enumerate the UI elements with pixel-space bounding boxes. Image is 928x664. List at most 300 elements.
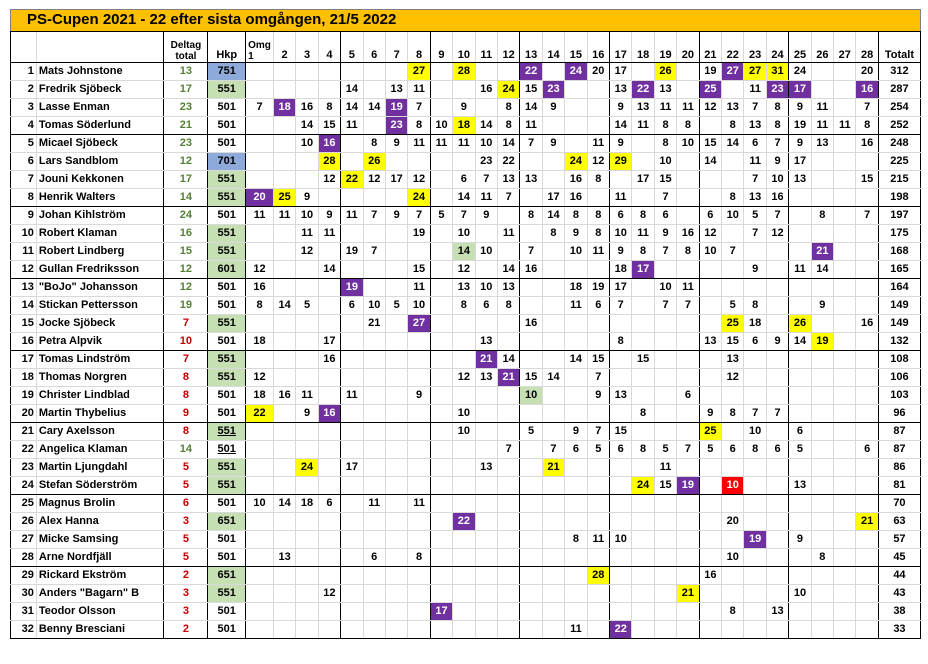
result-cell bbox=[677, 315, 699, 333]
result-cell: 13 bbox=[654, 81, 676, 99]
header-round-number: 28 bbox=[861, 49, 874, 61]
table-row bbox=[11, 63, 921, 81]
result-cell bbox=[385, 603, 407, 621]
header-round-5 bbox=[341, 32, 363, 63]
table-row bbox=[11, 225, 921, 243]
result-cell: 6 bbox=[453, 171, 475, 189]
result-cell: 24 bbox=[296, 459, 318, 477]
table-body bbox=[11, 63, 921, 639]
result-cell bbox=[632, 315, 654, 333]
result-cell: 8 bbox=[318, 99, 340, 117]
result-cell bbox=[789, 351, 811, 369]
result-cell bbox=[318, 477, 340, 495]
header-round-number: 26 bbox=[816, 49, 829, 61]
result-cell: 9 bbox=[318, 207, 340, 225]
result-cell bbox=[677, 459, 699, 477]
total-cell: 168 bbox=[878, 243, 920, 261]
player-name: Micael Sjöbeck bbox=[36, 135, 164, 153]
result-cell bbox=[341, 225, 363, 243]
result-cell: 13 bbox=[610, 387, 632, 405]
result-cell bbox=[430, 495, 452, 513]
result-cell bbox=[766, 243, 788, 261]
result-cell bbox=[766, 297, 788, 315]
result-cell: 7 bbox=[497, 441, 519, 459]
result-cell bbox=[273, 585, 295, 603]
result-cell: 12 bbox=[296, 243, 318, 261]
result-cell: 6 bbox=[610, 441, 632, 459]
result-cell: 11 bbox=[296, 387, 318, 405]
result-cell bbox=[497, 459, 519, 477]
result-cell bbox=[318, 279, 340, 297]
result-cell: 15 bbox=[654, 477, 676, 495]
player-name: Jocke Sjöbeck bbox=[36, 315, 164, 333]
result-cell bbox=[246, 477, 274, 495]
result-cell bbox=[834, 387, 856, 405]
result-cell bbox=[363, 531, 385, 549]
result-cell bbox=[475, 225, 497, 243]
hkp-cell: 501 bbox=[208, 531, 246, 549]
result-cell: 24 bbox=[408, 189, 430, 207]
result-cell bbox=[273, 459, 295, 477]
result-cell bbox=[654, 261, 676, 279]
result-cell bbox=[856, 423, 878, 441]
rank-cell: 10 bbox=[11, 225, 37, 243]
deltag-cell: 8 bbox=[164, 369, 208, 387]
result-cell bbox=[341, 441, 363, 459]
header-round-12 bbox=[497, 32, 519, 63]
result-cell bbox=[834, 405, 856, 423]
result-cell: 11 bbox=[520, 117, 542, 135]
result-cell bbox=[766, 279, 788, 297]
result-cell: 24 bbox=[632, 477, 654, 495]
result-cell bbox=[453, 459, 475, 477]
header-round-number: 27 bbox=[838, 49, 851, 61]
header-round-number: 15 bbox=[569, 49, 583, 61]
result-cell bbox=[408, 405, 430, 423]
result-cell bbox=[318, 243, 340, 261]
result-cell bbox=[520, 153, 542, 171]
hkp-cell: 551 bbox=[208, 189, 246, 207]
header-round-14 bbox=[542, 32, 564, 63]
result-cell bbox=[789, 567, 811, 585]
result-cell bbox=[587, 459, 609, 477]
deltag-cell: 17 bbox=[164, 81, 208, 99]
result-cell: 18 bbox=[246, 387, 274, 405]
result-cell bbox=[542, 405, 564, 423]
result-cell: 23 bbox=[766, 81, 788, 99]
result-cell: 8 bbox=[246, 297, 274, 315]
result-cell: 16 bbox=[856, 81, 878, 99]
result-cell bbox=[654, 387, 676, 405]
result-cell bbox=[766, 423, 788, 441]
header-round-number: 22 bbox=[726, 49, 739, 61]
result-cell bbox=[363, 225, 385, 243]
result-cell: 6 bbox=[722, 441, 744, 459]
result-cell bbox=[766, 495, 788, 513]
table-row bbox=[11, 405, 921, 423]
result-cell bbox=[789, 459, 811, 477]
result-cell bbox=[834, 63, 856, 81]
header-round-2 bbox=[273, 32, 295, 63]
result-cell bbox=[699, 459, 721, 477]
result-cell bbox=[520, 405, 542, 423]
result-cell bbox=[341, 351, 363, 369]
result-cell: 5 bbox=[430, 207, 452, 225]
result-cell: 7 bbox=[766, 207, 788, 225]
result-cell: 14 bbox=[542, 207, 564, 225]
result-cell bbox=[475, 477, 497, 495]
rank-cell: 2 bbox=[11, 81, 37, 99]
result-cell bbox=[246, 135, 274, 153]
result-cell: 11 bbox=[811, 99, 833, 117]
result-cell: 7 bbox=[677, 297, 699, 315]
result-cell bbox=[744, 477, 766, 495]
result-cell bbox=[475, 441, 497, 459]
result-cell bbox=[811, 225, 833, 243]
result-cell bbox=[856, 333, 878, 351]
result-cell bbox=[273, 63, 295, 81]
total-cell: 175 bbox=[878, 225, 920, 243]
result-cell bbox=[453, 549, 475, 567]
table-row bbox=[11, 279, 921, 297]
table-row bbox=[11, 189, 921, 207]
result-cell: 9 bbox=[296, 405, 318, 423]
result-cell bbox=[341, 261, 363, 279]
result-cell bbox=[766, 387, 788, 405]
result-cell: 16 bbox=[318, 351, 340, 369]
result-cell: 16 bbox=[520, 261, 542, 279]
result-cell: 8 bbox=[654, 117, 676, 135]
result-cell bbox=[542, 279, 564, 297]
result-cell bbox=[699, 117, 721, 135]
result-cell: 10 bbox=[475, 243, 497, 261]
result-cell bbox=[565, 315, 587, 333]
result-cell bbox=[834, 81, 856, 99]
result-cell bbox=[565, 333, 587, 351]
rank-cell: 14 bbox=[11, 297, 37, 315]
result-cell bbox=[453, 531, 475, 549]
result-cell: 18 bbox=[296, 495, 318, 513]
result-cell bbox=[834, 153, 856, 171]
deltag-cell: 23 bbox=[164, 135, 208, 153]
result-cell: 14 bbox=[565, 351, 587, 369]
table-row bbox=[11, 117, 921, 135]
result-cell: 12 bbox=[408, 171, 430, 189]
result-cell: 11 bbox=[632, 117, 654, 135]
result-cell bbox=[497, 207, 519, 225]
result-cell: 8 bbox=[587, 171, 609, 189]
result-cell bbox=[453, 387, 475, 405]
result-cell bbox=[811, 315, 833, 333]
hkp-cell: 501 bbox=[208, 207, 246, 225]
result-cell: 5 bbox=[744, 207, 766, 225]
result-cell bbox=[273, 225, 295, 243]
total-cell: 198 bbox=[878, 189, 920, 207]
result-cell bbox=[246, 621, 274, 639]
player-name: Gullan Fredriksson bbox=[36, 261, 164, 279]
result-cell bbox=[811, 189, 833, 207]
header-round-number: 4 bbox=[326, 49, 333, 61]
header-round-number: 6 bbox=[371, 49, 378, 61]
result-cell bbox=[565, 549, 587, 567]
table-row bbox=[11, 477, 921, 495]
result-cell bbox=[341, 585, 363, 603]
result-cell: 18 bbox=[453, 117, 475, 135]
player-name: Tomas Lindström bbox=[36, 351, 164, 369]
result-cell bbox=[318, 63, 340, 81]
result-cell bbox=[856, 261, 878, 279]
result-cell bbox=[677, 171, 699, 189]
result-cell bbox=[296, 549, 318, 567]
result-cell bbox=[385, 315, 407, 333]
header-round-6 bbox=[363, 32, 385, 63]
result-cell bbox=[677, 261, 699, 279]
result-cell bbox=[273, 243, 295, 261]
deltag-cell: 2 bbox=[164, 621, 208, 639]
result-cell bbox=[408, 369, 430, 387]
result-cell bbox=[296, 567, 318, 585]
result-cell bbox=[834, 495, 856, 513]
result-cell bbox=[722, 621, 744, 639]
result-cell: 13 bbox=[273, 549, 295, 567]
result-cell bbox=[677, 495, 699, 513]
result-cell bbox=[296, 153, 318, 171]
result-cell bbox=[363, 477, 385, 495]
rank-cell: 17 bbox=[11, 351, 37, 369]
result-cell bbox=[497, 603, 519, 621]
deltag-cell: 12 bbox=[164, 261, 208, 279]
result-cell bbox=[520, 189, 542, 207]
player-name: Stefan Söderström bbox=[36, 477, 164, 495]
header-round-24 bbox=[766, 32, 788, 63]
result-cell bbox=[744, 387, 766, 405]
result-cell: 22 bbox=[246, 405, 274, 423]
result-cell: 15 bbox=[408, 261, 430, 279]
result-cell bbox=[273, 171, 295, 189]
result-cell bbox=[408, 243, 430, 261]
result-cell: 9 bbox=[789, 135, 811, 153]
result-cell: 13 bbox=[811, 135, 833, 153]
deltag-cell: 10 bbox=[164, 333, 208, 351]
table-row bbox=[11, 153, 921, 171]
results-table bbox=[10, 31, 921, 639]
result-cell: 7 bbox=[587, 423, 609, 441]
result-cell bbox=[654, 423, 676, 441]
result-cell: 8 bbox=[722, 117, 744, 135]
result-cell bbox=[766, 351, 788, 369]
result-cell: 21 bbox=[542, 459, 564, 477]
result-cell bbox=[587, 117, 609, 135]
result-cell: 7 bbox=[744, 405, 766, 423]
total-cell: 248 bbox=[878, 135, 920, 153]
result-cell: 18 bbox=[246, 333, 274, 351]
result-cell bbox=[497, 315, 519, 333]
result-cell: 7 bbox=[542, 441, 564, 459]
result-cell bbox=[811, 603, 833, 621]
result-cell: 18 bbox=[273, 99, 295, 117]
result-cell: 14 bbox=[453, 189, 475, 207]
result-cell bbox=[497, 495, 519, 513]
header-round-25 bbox=[789, 32, 811, 63]
total-cell: 87 bbox=[878, 441, 920, 459]
result-cell bbox=[542, 603, 564, 621]
result-cell bbox=[766, 621, 788, 639]
result-cell bbox=[610, 405, 632, 423]
result-cell bbox=[632, 333, 654, 351]
header-round-number: 3 bbox=[303, 49, 311, 61]
result-cell bbox=[766, 585, 788, 603]
result-cell bbox=[453, 81, 475, 99]
page-title: PS-Cupen 2021 - 22 efter sista omgången, 21/5 2022 bbox=[27, 11, 397, 28]
result-cell bbox=[430, 423, 452, 441]
result-cell bbox=[632, 585, 654, 603]
result-cell: 7 bbox=[363, 207, 385, 225]
result-cell: 9 bbox=[542, 135, 564, 153]
result-cell bbox=[318, 81, 340, 99]
result-cell: 12 bbox=[587, 153, 609, 171]
result-cell: 19 bbox=[385, 99, 407, 117]
hkp-cell: 751 bbox=[208, 63, 246, 81]
result-cell bbox=[363, 405, 385, 423]
result-cell bbox=[654, 513, 676, 531]
result-cell bbox=[699, 297, 721, 315]
result-cell: 19 bbox=[744, 531, 766, 549]
result-cell: 7 bbox=[744, 99, 766, 117]
result-cell: 12 bbox=[246, 261, 274, 279]
hkp-cell: 501 bbox=[208, 135, 246, 153]
result-cell bbox=[453, 477, 475, 495]
result-cell: 13 bbox=[744, 189, 766, 207]
result-cell bbox=[766, 477, 788, 495]
result-cell bbox=[834, 261, 856, 279]
table-row bbox=[11, 243, 921, 261]
result-cell bbox=[385, 495, 407, 513]
header-round-11 bbox=[475, 32, 497, 63]
header-round-19 bbox=[654, 32, 676, 63]
result-cell: 5 bbox=[654, 441, 676, 459]
player-name: Alex Hanna bbox=[36, 513, 164, 531]
result-cell: 17 bbox=[632, 171, 654, 189]
result-cell bbox=[246, 315, 274, 333]
result-cell: 16 bbox=[565, 189, 587, 207]
result-cell bbox=[385, 513, 407, 531]
result-cell bbox=[610, 351, 632, 369]
result-cell bbox=[341, 513, 363, 531]
result-cell bbox=[475, 315, 497, 333]
result-cell bbox=[834, 333, 856, 351]
result-cell: 19 bbox=[699, 63, 721, 81]
hkp-cell: 501 bbox=[208, 603, 246, 621]
deltag-cell: 12 bbox=[164, 279, 208, 297]
player-name: Tomas Söderlund bbox=[36, 117, 164, 135]
total-cell: 103 bbox=[878, 387, 920, 405]
deltag-cell: 7 bbox=[164, 351, 208, 369]
result-cell: 12 bbox=[318, 171, 340, 189]
deltag-cell: 14 bbox=[164, 441, 208, 459]
result-cell: 10 bbox=[296, 207, 318, 225]
result-cell bbox=[385, 261, 407, 279]
result-cell bbox=[632, 189, 654, 207]
result-cell bbox=[744, 369, 766, 387]
result-cell: 17 bbox=[430, 603, 452, 621]
total-cell: 106 bbox=[878, 369, 920, 387]
result-cell bbox=[677, 603, 699, 621]
result-cell: 11 bbox=[587, 135, 609, 153]
result-cell bbox=[246, 63, 274, 81]
result-cell bbox=[699, 387, 721, 405]
result-cell bbox=[363, 63, 385, 81]
result-cell: 19 bbox=[341, 243, 363, 261]
result-cell bbox=[385, 585, 407, 603]
result-cell bbox=[273, 621, 295, 639]
result-cell: 8 bbox=[632, 441, 654, 459]
result-cell bbox=[363, 369, 385, 387]
result-cell bbox=[744, 243, 766, 261]
result-cell bbox=[341, 477, 363, 495]
result-cell bbox=[722, 459, 744, 477]
result-cell: 21 bbox=[856, 513, 878, 531]
total-cell: 252 bbox=[878, 117, 920, 135]
rank-cell: 11 bbox=[11, 243, 37, 261]
header-round-22 bbox=[722, 32, 744, 63]
total-cell: 70 bbox=[878, 495, 920, 513]
result-cell: 24 bbox=[497, 81, 519, 99]
result-cell: 8 bbox=[587, 207, 609, 225]
result-cell: 8 bbox=[565, 531, 587, 549]
header-round-number: 21 bbox=[704, 49, 717, 61]
result-cell bbox=[363, 279, 385, 297]
result-cell: 6 bbox=[587, 297, 609, 315]
result-cell: 12 bbox=[453, 369, 475, 387]
result-cell bbox=[587, 603, 609, 621]
result-cell bbox=[453, 603, 475, 621]
result-cell: 13 bbox=[789, 477, 811, 495]
result-cell bbox=[497, 621, 519, 639]
result-cell bbox=[475, 549, 497, 567]
result-cell: 9 bbox=[453, 99, 475, 117]
result-cell bbox=[744, 585, 766, 603]
result-cell: 22 bbox=[610, 621, 632, 639]
result-cell bbox=[856, 297, 878, 315]
total-cell: 149 bbox=[878, 315, 920, 333]
result-cell: 17 bbox=[341, 459, 363, 477]
result-cell: 8 bbox=[744, 297, 766, 315]
result-cell: 14 bbox=[811, 261, 833, 279]
player-name: Robert Lindberg bbox=[36, 243, 164, 261]
header-round-number: 20 bbox=[681, 49, 695, 61]
result-cell bbox=[587, 585, 609, 603]
result-cell bbox=[811, 423, 833, 441]
result-cell bbox=[856, 567, 878, 585]
hkp-cell: 701 bbox=[208, 153, 246, 171]
result-cell: 11 bbox=[565, 297, 587, 315]
result-cell bbox=[497, 423, 519, 441]
hkp-cell: 501 bbox=[208, 333, 246, 351]
result-cell bbox=[475, 423, 497, 441]
result-cell bbox=[385, 279, 407, 297]
result-cell bbox=[497, 333, 519, 351]
result-cell: 17 bbox=[789, 153, 811, 171]
result-cell: 6 bbox=[744, 135, 766, 153]
result-cell: 5 bbox=[722, 297, 744, 315]
player-name: Martin Thybelius bbox=[36, 405, 164, 423]
rank-cell: 12 bbox=[11, 261, 37, 279]
result-cell: 27 bbox=[408, 63, 430, 81]
result-cell bbox=[834, 99, 856, 117]
result-cell bbox=[341, 315, 363, 333]
header-round-1 bbox=[246, 32, 274, 63]
header-round-20 bbox=[677, 32, 699, 63]
